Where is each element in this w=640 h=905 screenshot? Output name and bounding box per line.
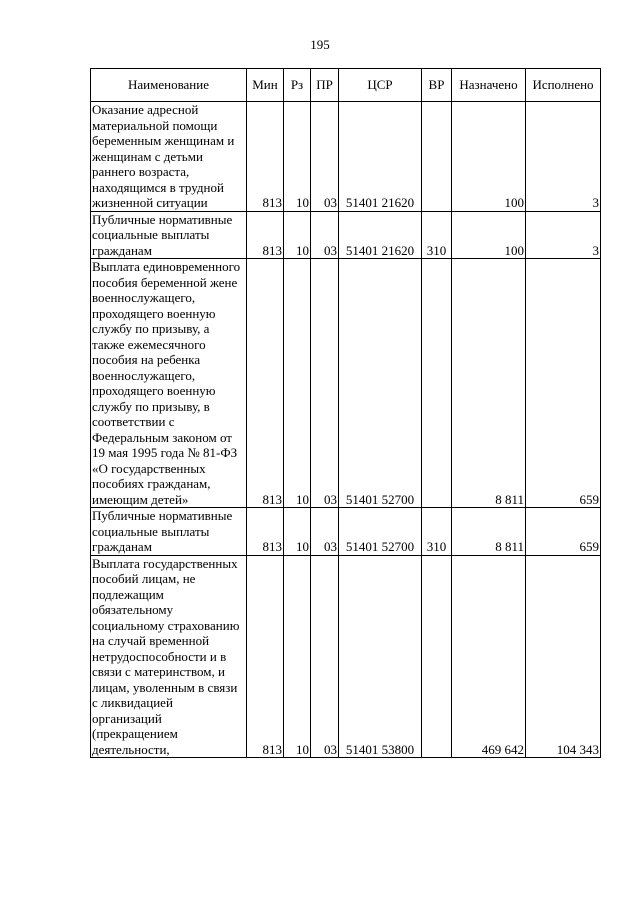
- cell-csr: 51401 52700: [339, 259, 422, 508]
- table-row: [91, 555, 601, 758]
- cell-executed: 659: [526, 259, 601, 508]
- cell-vr: 310: [422, 508, 452, 556]
- cell-name: Публичные нормативные социальные выплаты гражданам: [91, 508, 247, 556]
- header-csr: ЦСР: [339, 69, 422, 102]
- cell-csr: 51401 21620: [339, 211, 422, 259]
- cell-executed: 3: [526, 102, 601, 212]
- header-pr: ПР: [311, 69, 339, 102]
- cell-assigned: 100: [452, 211, 526, 259]
- cell-executed: 659: [526, 508, 601, 556]
- cell-name: Выплата единовременного пособия беременной жене военнослужащего, проходящего военную службу по призыву, а также ежемесячного пособия на ребенка военнослужащего, проходящего военную службу по призыву, в соответствии с Федеральным законом от 19 мая 1995 года № 81-ФЗ «О государственных пособиях гражданам, имеющим детей»: [91, 259, 247, 508]
- header-name: Наименование: [91, 69, 247, 102]
- cell-csr: 51401 53800: [339, 555, 422, 758]
- header-assigned: Назначено: [452, 69, 526, 102]
- page-number: 195: [310, 37, 330, 52]
- table-row: [91, 211, 601, 259]
- cell-vr: 310: [422, 211, 452, 259]
- cell-assigned: 100: [452, 102, 526, 212]
- cell-pr: 03: [311, 102, 339, 212]
- cell-name: Публичные нормативные социальные выплаты гражданам: [91, 211, 247, 259]
- cell-name: Оказание адресной материальной помощи беременным женщинам и женщинам с детьми раннего возраста, находящимся в трудной жизненной ситуации: [91, 102, 247, 212]
- budget-table: [90, 68, 601, 758]
- cell-pr: 03: [311, 211, 339, 259]
- header-executed: Исполнено: [526, 69, 601, 102]
- cell-rz: 10: [284, 211, 311, 259]
- cell-pr: 03: [311, 259, 339, 508]
- cell-min: 813: [247, 102, 284, 212]
- table-row: [91, 259, 601, 508]
- cell-pr: 03: [311, 508, 339, 556]
- cell-min: 813: [247, 508, 284, 556]
- table-row: [91, 102, 601, 212]
- cell-name: Выплата государственных пособий лицам, не подлежащим обязательному социальному страхованию на случай временной нетрудоспособности и в связи с материнством, и лицам, уволенным в связи с ликвидацией организаций (прекращением деятельности,: [91, 555, 247, 758]
- cell-vr: [422, 102, 452, 212]
- header-rz: Рз: [284, 69, 311, 102]
- cell-assigned: 8 811: [452, 259, 526, 508]
- table-row: [91, 508, 601, 556]
- header-min: Мин: [247, 69, 284, 102]
- cell-assigned: 469 642: [452, 555, 526, 758]
- cell-assigned: 8 811: [452, 508, 526, 556]
- cell-vr: [422, 259, 452, 508]
- cell-csr: 51401 21620: [339, 102, 422, 212]
- header-vr: ВР: [422, 69, 452, 102]
- cell-rz: 10: [284, 259, 311, 508]
- cell-rz: 10: [284, 508, 311, 556]
- cell-min: 813: [247, 211, 284, 259]
- cell-pr: 03: [311, 555, 339, 758]
- cell-executed: 3: [526, 211, 601, 259]
- cell-rz: 10: [284, 555, 311, 758]
- cell-executed: 104 343: [526, 555, 601, 758]
- cell-rz: 10: [284, 102, 311, 212]
- cell-min: 813: [247, 259, 284, 508]
- header-row: [91, 69, 601, 102]
- cell-csr: 51401 52700: [339, 508, 422, 556]
- cell-min: 813: [247, 555, 284, 758]
- cell-vr: [422, 555, 452, 758]
